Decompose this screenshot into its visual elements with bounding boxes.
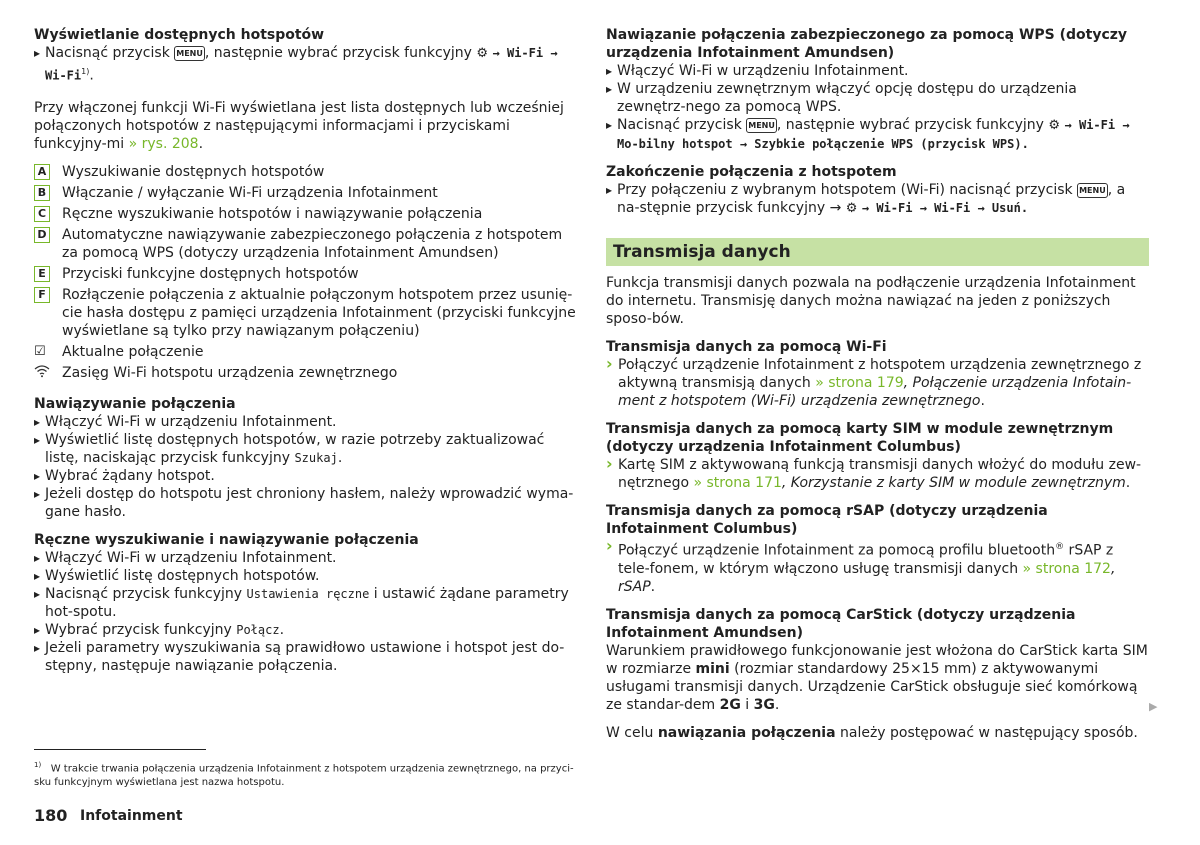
step-manual-3: ▸ Nacisnąć przycisk funkcyjny Ustawienia ręczne i ustawić żądane parametry hot-spotu. [34,585,576,621]
menu-button-icon: MENU [1077,183,1108,198]
step-show-hotspots: ▸ Nacisnąć przycisk MENU , następnie wybrać przycisk funkcyjny ⚙ → $Wi-Fi \to Wi-Fi^{1)}$. [34,44,576,85]
heading-disconnect: Zakończenie połączenia z hotspotem [606,164,897,180]
intro-paragraph: Przy włączonej funkcji Wi-Fi wyświetlana jest lista dostępnych lub wcześniej połączonych hotspotów z następującymi informacjami i przyciskami funkcyjny-mi » rys. 208. [34,99,564,152]
step-manual-4: ▸ Wybrać przycisk funkcyjny Połącz. [34,621,576,639]
menu-button-icon: MENU [174,46,205,61]
settings-gear-icon: ⚙ [845,201,858,216]
left-column [34,26,576,675]
step-connect-4: ▸ Jeżeli dostęp do hotspotu jest chroniony hasłem, należy wprowadzić wyma-gane hasło. [34,485,576,521]
legend-item-d: D Automatyczne nawiązywanie zabezpieczonego połączenia z hotspotem za pomocą WPS (dotyczy urządzenia Infotainment Amundsen) [34,226,576,262]
section-header-data-transfer: Transmisja danych [606,238,1149,266]
page-number: 180 [34,806,68,825]
heading-manual: Ręczne wyszukiwanie i nawiązywanie połączenia [34,531,419,548]
step-wps-3: ▸ Nacisnąć przycisk MENU , następnie wybrać przycisk funkcyjny ⚙ → Wi-Fi → Mo-bilny hotspot → Szybkie połączenie WPS (przycisk WPS). [606,116,1149,153]
menu-button-icon: MENU [746,118,777,133]
wifi-signal-icon [34,364,50,384]
step-connect-1: ▸ Włączyć Wi-Fi w urządzeniu Infotainment. [34,413,576,431]
result-sim: › Kartę SIM z aktywowaną funkcją transmisji danych włożyć do modułu zew-nętrznego » strona 171, Korzystanie z karty SIM w module zewnętrznym. [606,456,1149,492]
carstick-paragraph: Warunkiem prawidłowego funkcjonowanie jest włożona do CarStick karta SIM w rozmiarze mini (rozmiar standardowy 25×15 mm) z aktywowanymi usługami transmisji danych. Urządzenie CarStick obsługuje sieć komórkową ze standar-dem 2G i 3G. [606,642,1148,713]
page-link-172[interactable]: » strona 172 [1022,560,1111,577]
footnote: $^{1)}$ W trakcie trwania połączenia urządzenia Infotainment z hotspotem urządzenia zewnętrznego, na przyci-sku funkcyjnym wyświetlana jest nazwa hotspotu. [34,761,574,789]
settings-gear-icon: ⚙ [476,46,489,61]
legend-item-e: E Przyciski funkcyjne dostępnych hotspotów [34,265,576,283]
legend-item-wifi: Zasięg Wi-Fi hotspotu urządzenia zewnętrznego [34,364,576,382]
continue-arrow-icon: ▶ [1149,700,1158,713]
heading-wps: Nawiązanie połączenia zabezpieczonego za pomocą WPS (dotyczy urządzenia Infotainment Amundsen) [606,27,1128,61]
step-wps-1: ▸ Włączyć Wi-Fi w urządzeniu Infotainment. [606,62,1149,80]
legend-item-a: A Wyszukiwanie dostępnych hotspotów [34,163,576,181]
heading-sim-transfer: Transmisja danych za pomocą karty SIM w module zewnętrznym (dotyczy urządzenia Infotainment Columbus) [606,421,1114,455]
step-manual-5: ▸ Jeżeli parametry wyszukiwania są prawidłowo ustawione i hotspot jest do-stępny, następuje nawiązanie połączenia. [34,639,576,675]
step-wps-2: ▸ W urządzeniu zewnętrznym włączyć opcję dostępu do urządzenia zewnętrz-nego za pomocą WPS. [606,80,1149,116]
heading-wifi-transfer: Transmisja danych za pomocą Wi-Fi [606,339,887,355]
step-manual-2: ▸ Wyświetlić listę dostępnych hotspotów. [34,567,576,585]
result-rsap: › Połączyć urządzenie Infotainment za pomocą profilu bluetooth® rSAP z tele-fonem, w którym włączono usługę transmisji danych » strona 172, rSAP. [606,538,1149,596]
page-link-171[interactable]: » strona 171 [693,475,782,491]
heading-rsap-transfer: Transmisja danych za pomocą rSAP (dotyczy urządzenia Infotainment Columbus) [606,503,1048,537]
footnote-divider [34,749,206,750]
legend-item-b: B Włączanie / wyłączanie Wi-Fi urządzenia Infotainment [34,184,576,202]
data-transfer-intro: Funkcja transmisji danych pozwala na podłączenie urządzenia Infotainment do internetu. Transmisję danych można nawiązać na jeden z poniższych sposo-bów. [606,275,1136,327]
page-link-179[interactable]: » strona 179 [815,375,904,391]
heading-show-hotspots: Wyświetlanie dostępnych hotspotów [34,27,325,43]
right-column [606,26,1149,742]
heading-carstick-transfer: Transmisja danych za pomocą CarStick (dotyczy urządzenia Infotainment Amundsen) [606,606,1076,641]
result-wifi: › Połączyć urządzenie Infotainment z hotspotem urządzenia zewnętrznego z aktywną transmisją danych » strona 179, Połączenie urządzenia Infotain-ment z hotspotem (Wi-Fi) urządzenia zewnętrznego. [606,356,1149,410]
carstick-procedure-paragraph: W celu nawiązania połączenia należy postępować w następujący sposób. [606,724,1138,741]
step-manual-1: ▸ Włączyć Wi-Fi w urządzeniu Infotainment. [34,549,576,567]
page-section-title: Infotainment [80,808,183,824]
settings-gear-icon: ⚙ [1048,118,1061,133]
heading-connect: Nawiązywanie połączenia [34,395,236,412]
step-connect-2: ▸ Wyświetlić listę dostępnych hotspotów, w razie potrzeby zaktualizować listę, naciskając przycisk funkcyjny Szukaj. [34,431,576,467]
legend-item-check: ☑ Aktualne połączenie [34,343,204,360]
legend-list [34,163,576,382]
step-connect-3: ▸ Wybrać żądany hotspot. [34,467,576,485]
step-disconnect: ▸ Przy połączeniu z wybranym hotspotem (Wi-Fi) nacisnąć przycisk MENU , a na-stępnie przycisk funkcyjny → ⚙ → Wi-Fi → Wi-Fi → Usuń. [606,181,1149,218]
checkbox-checked-icon: ☑ [34,343,46,359]
figure-link[interactable]: » rys. 208 [128,135,199,152]
legend-item-c: C Ręczne wyszukiwanie hotspotów i nawiązywanie połączenia [34,205,576,223]
legend-item-f: F Rozłączenie połączenia z aktualnie połączonym hotspotem przez usunię-cie hasła dostępu z pamięci urządzenia Infotainment (przyciski funkcyjne wyświetlane są tylko przy nawiązanym połączeniu) [34,286,576,340]
